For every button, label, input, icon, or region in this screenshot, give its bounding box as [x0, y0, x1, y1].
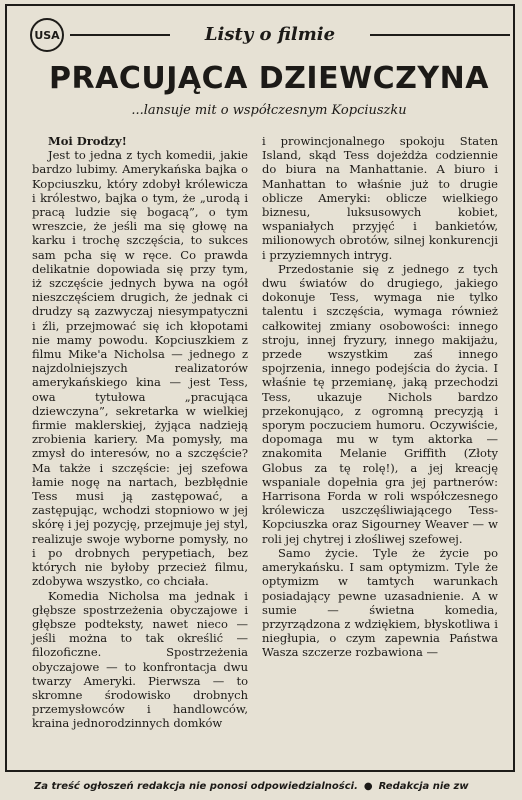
article-column-left	[32, 134, 248, 731]
section-header	[30, 8, 514, 58]
paragraph: Komedia Nicholsa ma jednak i głębsze spostrzeżenia obyczajowe i głębsze podteksty, nawet nieco — jeśli można to tak określić — filozoficzne. Spostrzeżenia obyczajowe — to konfrontacja dwu twarzy Ameryki. Pierwsza — to skromne środowisko drobnych przemysłowców i handlowców, kraina jednorodzinnych domków	[32, 588, 248, 731]
article-title: PRACUJĄCA DZIEWCZYNA	[49, 61, 489, 96]
footer-text: Za treść ogłoszeń redakcja nie ponosi odpowiedzialności.	[34, 781, 358, 792]
footer-notice	[34, 776, 514, 798]
greeting: Moi Drodzy!	[48, 134, 127, 148]
paragraph: Samo życie. Tyle że życie po amerykańsku. I sam optymizm. Tyle że optymizm w tamtych warunkach posiadający pewne uzasadnienie. A w sumie — świetna komedia, przyrządzona z wdziękiem, błyskotliwa i niegłupia, o czym zapewnia Państwa Wasza szczerze rozbawiona —	[262, 545, 498, 660]
article-column-right	[262, 134, 498, 660]
paragraph: Jest to jedna z tych komedii, jakie bardzo lubimy. Amerykańska bajka o Kopciuszku, który zdobył królewicza i królestwo, bajka o tym, że „urodą i pracą ludzie się bogacą”, o tym wreszcie, że jeśli ma się głowę na karku i trochę szczęścia, to sukces sam pcha się w ręce. Co prawda delikatnie dopowiada się przy tym, iż szczęście jednych bywa na ogół nieszczęściem drugich, że jednak ci drudzy są zazwyczaj niesympatyczni i źli, przejmować się ich kłopotami nie mamy powodu. Kopciuszkiem z filmu Mike'a Nicholsa — jednego z najzdolniejszych realizatorów amerykańskiego kina — jest Tess, owa tytułowa „pracująca dziewczyna”, sekretarka w wielkiej firmie maklerskiej, żyjąca nadzieją zrobienia kariery. Ma pomysły, ma zmysł do interesów, no a szczęście? Ma także i szczęście: jej szefowa łamie nogę na nartach, bezbłędnie Tess musi ją zastępować, a zastępując, wchodzi stopniowo w jej skórę i jej pozycję, przejmuje jej styl, realizuje swoje wyborne pomysły, no i po drobnych perypetiach, bez których nie byłoby przecież filmu, zdobywa wszystko, co chciała.	[32, 148, 248, 589]
header-rule-right	[370, 34, 510, 36]
bullet-icon: ●	[363, 781, 373, 792]
section-label: Listy o filmie	[204, 24, 336, 45]
footer-text-continued: Redakcja nie zw	[378, 781, 469, 792]
header-rule-left	[70, 34, 170, 36]
article-subtitle: ...lansuje mit o współczesnym Kopciuszku	[131, 103, 407, 118]
paragraph: Przedostanie się z jednego z tych dwu światów do drugiego, jakiego dokonuje Tess, wymaga nie tylko talentu i szczęścia, wymaga również całkowitej zmiany osobowości: innego stroju, innej fryzury, innego makijażu, przede wszystkim zaś innego spojrzenia, innego podejścia do życia. I właśnie tę przemianę, jaką przechodzi Tess, ukazuje Nichols bardzo przekonująco, z ogromną precyzją i sporym poczuciem humoru. Oczywiście, dopomaga mu w tym aktorka — znakomita Melanie Griffith (Złoty Globus za tę rolę!), a jej kreację wspaniale dopełnia gra jej partnerów: Harrisona Forda w roli współczesnego królewicza uszczęśliwiającego Tess-Kopciuszka oraz Sigourney Weaver — w roli jej chytrej i złośliwej szefowej.	[262, 261, 498, 546]
usa-badge: USA	[30, 18, 64, 52]
paragraph: i prowincjonalnego spokoju Staten Island, skąd Tess dojeżdża codziennie do biura na Manhattanie. A biuro i Manhattan to właśnie już to drugie oblicze Ameryki: oblicze wielkiego biznesu, luksusowych kobiet, wspaniałych przyjęć i bankietów, milionowych obrotów, silnej konkurencji i przyziemnych intryg.	[262, 134, 498, 262]
